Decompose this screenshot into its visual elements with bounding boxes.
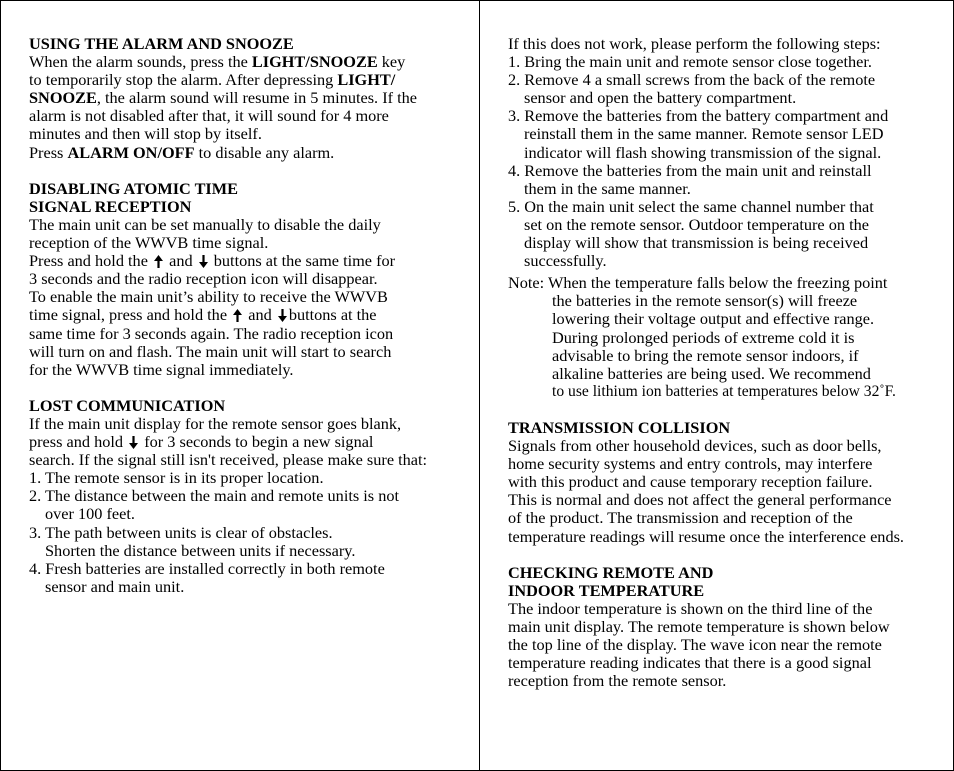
list-item: 2. The distance between the main and remote units is not: [29, 486, 400, 506]
atomic-line-9: for the WWVB time signal immediately.: [29, 359, 294, 379]
note-line-3: lowering their voltage output and effective range.: [552, 309, 875, 329]
atomic-line-3: Press and hold the and buttons at the same time for: [29, 251, 396, 271]
list-item: 3. Remove the batteries from the battery compartment and: [508, 106, 889, 126]
note-line-2: the batteries in the remote sensor(s) will freeze: [552, 291, 858, 311]
collision-line-4: This is normal and does not affect the general performance: [508, 490, 892, 510]
alarm-line-5: minutes and then will stop by itself.: [29, 124, 262, 144]
checking-line-5: reception from the remote sensor.: [508, 671, 727, 691]
up-arrow-icon: [233, 309, 242, 322]
checking-line-4: temperature reading indicates that there is a good signal: [508, 653, 872, 673]
column-divider: [479, 1, 480, 770]
alarm-line-3: SNOOZE, the alarm sound will resume in 5 minutes. If the: [29, 88, 418, 108]
note-line-5: advisable to bring the remote sensor indoors, if: [552, 345, 859, 365]
alarm-line-6: Press ALARM ON/OFF to disable any alarm.: [29, 142, 335, 162]
alarm-on-off-key-label: ALARM ON/OFF: [67, 142, 195, 162]
lost-line-3: search. If the signal still isn't received, please make sure that:: [29, 450, 428, 470]
list-item: 4. Fresh batteries are installed correctly in both remote: [29, 558, 385, 578]
atomic-line-1: The main unit can be set manually to disable the daily: [29, 214, 381, 234]
collision-line-2: home security systems and entry controls, may interfere: [508, 454, 873, 474]
list-item: 1. Bring the main unit and remote sensor close together.: [508, 52, 872, 72]
note-line-6: alkaline batteries are being used. We recommend: [552, 363, 871, 383]
lost-line-2: press and hold for 3 seconds to begin a new signal: [29, 432, 374, 452]
collision-line-6: temperature readings will resume once the interference ends.: [508, 526, 904, 546]
collision-line-3: with this product and cause temporary reception failure.: [508, 472, 873, 492]
atomic-line-4: 3 seconds and the radio reception icon will disappear.: [29, 269, 378, 289]
atomic-line-2: reception of the WWVB time signal.: [29, 233, 269, 253]
list-item-cont: them in the same manner.: [524, 178, 691, 198]
list-item-cont: set on the remote sensor. Outdoor temperature on the: [524, 214, 869, 234]
list-item: 1. The remote sensor is in its proper location.: [29, 468, 324, 488]
light-snooze-key-label: LIGHT/SNOOZE: [251, 52, 378, 72]
list-item: 3. The path between units is clear of obstacles.: [29, 522, 333, 542]
right-column: [508, 35, 938, 690]
checking-line-3: the top line of the display. The wave icon near the remote: [508, 635, 882, 655]
atomic-line-6: time signal, press and hold the and buttons at the: [29, 305, 377, 325]
lost-line-1: If the main unit display for the remote sensor goes blank,: [29, 413, 402, 433]
list-item: 2. Remove 4 a small screws from the back of the remote: [508, 70, 876, 90]
list-item-cont: over 100 feet.: [45, 504, 135, 524]
note-line-7: to use lithium ion batteries at temperatures below 32˚F.: [552, 382, 896, 400]
note-line-1: Note: When the temperature falls below the freezing point: [508, 273, 888, 293]
list-item-cont: display will show that transmission is being received: [524, 233, 869, 253]
note-line-4: During prolonged periods of extreme cold it is: [552, 327, 855, 347]
list-item-cont: Shorten the distance between units if necessary.: [45, 540, 356, 560]
list-item-cont: successfully.: [524, 251, 607, 271]
list-item-cont: sensor and open the battery compartment.: [524, 88, 797, 108]
down-arrow-icon: [199, 255, 208, 268]
list-item-cont: indicator will flash showing transmission of the signal.: [524, 142, 882, 162]
steps-intro: If this does not work, please perform the following steps:: [508, 34, 881, 53]
checking-line-2: main unit display. The remote temperature is shown below: [508, 617, 890, 636]
atomic-line-8: will turn on and flash. The main unit will start to search: [29, 341, 392, 361]
lost-heading: LOST COMMUNICATION: [29, 395, 226, 415]
collision-line-5: of the product. The transmission and reception of the: [508, 508, 853, 528]
alarm-line-2: to temporarily stop the alarm. After depressing LIGHT/: [29, 70, 396, 90]
down-arrow-icon: [129, 436, 138, 449]
list-item-cont: sensor and main unit.: [45, 576, 185, 596]
collision-heading: TRANSMISSION COLLISION: [508, 417, 731, 437]
left-column: [29, 35, 469, 596]
list-item-cont: reinstall them in the same manner. Remote sensor LED: [524, 124, 884, 144]
down-arrow-icon: [278, 309, 287, 322]
checking-heading-2: INDOOR TEMPERATURE: [508, 580, 705, 600]
atomic-line-7: same time for 3 seconds again. The radio reception icon: [29, 323, 394, 343]
alarm-heading: USING THE ALARM AND SNOOZE: [29, 34, 294, 53]
checking-line-1: The indoor temperature is shown on the third line of the: [508, 598, 873, 618]
atomic-line-5: To enable the main unit’s ability to receive the WWVB: [29, 287, 388, 307]
collision-line-1: Signals from other household devices, such as door bells,: [508, 436, 882, 456]
up-arrow-icon: [154, 255, 163, 268]
alarm-line-4: alarm is not disabled after that, it will sound for 4 more: [29, 106, 389, 126]
list-item: 5. On the main unit select the same channel number that: [508, 196, 874, 216]
alarm-line-1: When the alarm sounds, press the LIGHT/SNOOZE key: [29, 52, 406, 72]
checking-heading-1: CHECKING REMOTE AND: [508, 562, 714, 582]
atomic-heading-2: SIGNAL RECEPTION: [29, 196, 192, 216]
atomic-heading-1: DISABLING ATOMIC TIME: [29, 178, 238, 198]
list-item: 4. Remove the batteries from the main unit and reinstall: [508, 160, 872, 180]
